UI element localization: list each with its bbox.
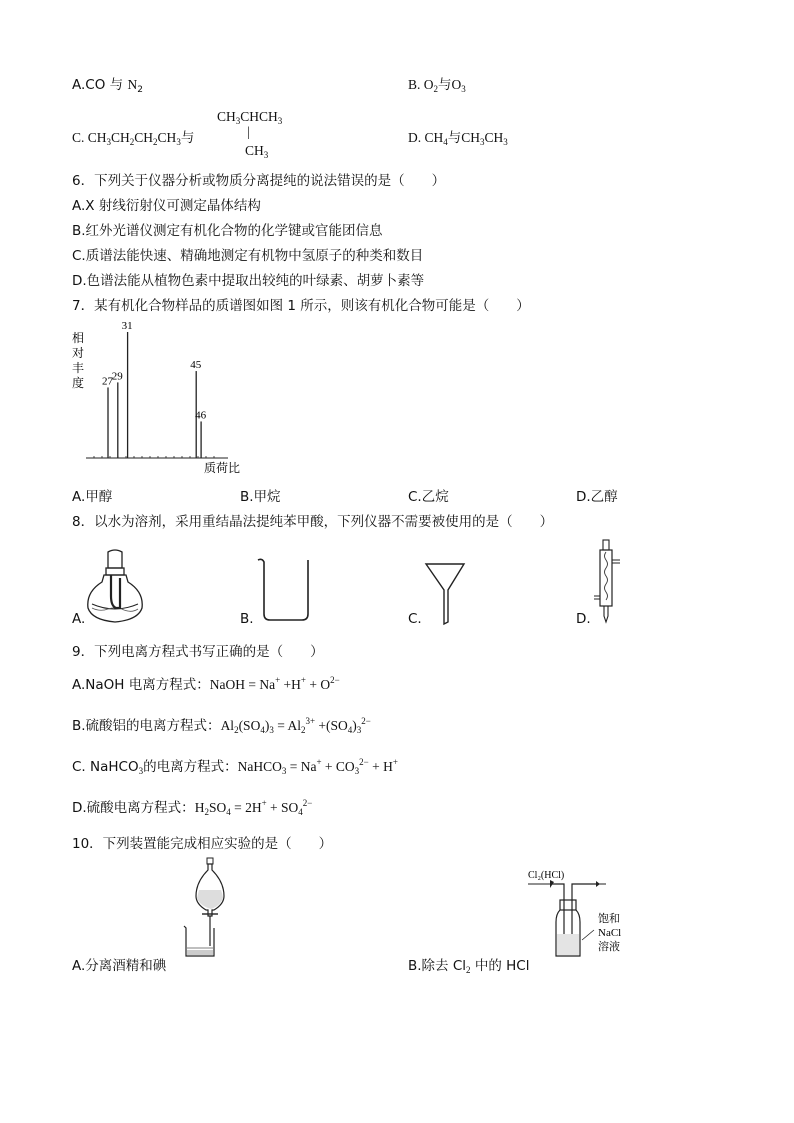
chart-ylabel-char: 相 [72,331,85,345]
q8-option-d: D. [576,611,591,627]
q6-option-a: A.X 射线衍射仪可测定晶体结构 [72,198,261,214]
solution-label-line3: 溶液 [598,941,620,953]
peak-label-31: 31 [121,320,133,332]
funnel-icon [424,560,466,626]
chart-ylabel-char: 对 [72,346,85,360]
q9-option-b: B.硫酸铝的电离方程式：$Al_2(SO_4)_3 = Al_2^{3+} +(SO_4)_3^{2-}$ [72,716,371,735]
peak-label-46: 46 [195,409,207,422]
q10-stem: 10．下列装置能完成相应实验的是（ ） [72,836,333,852]
q5-option-c-branch-bar: | [247,124,250,139]
peak-label-29: 29 [111,370,123,383]
q6-option-c: C.质谱法能快速、精确地测定有机物中氢原子的种类和数目 [72,248,424,264]
q5-option-c-branch-top: $CH_3CHCH_3$ [217,109,283,126]
q5-option-c: C. $CH_3CH_2CH_2CH_3$与 [72,130,195,147]
beaker-icon [256,556,314,624]
q5-option-a: A.CO 与 $N_2$ [72,77,143,95]
q7-option-c: C.乙烷 [408,489,449,505]
solution-label-line1: 饱和 [598,913,620,925]
q6-option-d: D.色谱法能从植物色素中提取出较纯的叶绿素、胡萝卜素等 [72,273,425,289]
q9-option-d: D.硫酸电离方程式：$H_2SO_4 = 2H^+ + SO_4^{2-}$ [72,798,313,817]
condenser-icon [590,538,626,626]
q8-stem: 8．以水为溶剂，采用重结晶法提纯苯甲酸，下列仪器不需要被使用的是（ ） [72,514,554,530]
q9-stem: 9．下列电离方程式书写正确的是（ ） [72,644,324,660]
gas-washing-bottle-apparatus [526,866,636,966]
separatory-funnel-apparatus [180,856,240,964]
alcohol-lamp-icon [80,548,150,628]
peak-label-27: 27 [102,375,113,388]
gas-label: Cl₂(HCl) [528,870,565,881]
q8-option-b: B. [240,611,254,627]
q5-option-c-branch-bottom: $CH_3$ [245,143,269,160]
chart-ylabel [72,330,84,390]
q5-option-b: B. $O_2$与$O_3$ [408,77,466,94]
chart-ylabel-char: 度 [72,376,85,390]
q7-option-b: B.甲烷 [240,489,281,505]
q10-option-a: A.分离酒精和碘 [72,958,167,974]
q10-option-b: B.除去 $Cl_2$ 中的 HCl [408,958,530,975]
solution-label-line2: NaCl [598,927,622,939]
q8-option-c: C. [408,611,422,627]
q7-stem: 7．某有机化合物样品的质谱图如图 1 所示，则该有机化合物可能是（ ） [72,298,530,314]
mass-spectrum-chart [68,318,258,478]
chart-xlabel: 质荷比 [204,461,241,475]
q9-option-a: A.NaOH 电离方程式：NaOH = $Na^+ +H^+ + O^{2-}$ [72,675,340,693]
q7-option-a: A.甲醇 [72,489,113,505]
chart-ylabel-char: 丰 [72,361,85,375]
peak-label-45: 45 [190,359,202,372]
q7-option-d: D.乙醇 [576,489,618,505]
q6-stem: 6．下列关于仪器分析或物质分离提纯的说法错误的是（ ） [72,173,446,189]
q6-option-b: B.红外光谱仪测定有机化合物的化学键或官能团信息 [72,223,383,239]
q8-option-a: A. [72,611,86,627]
q5-option-d: D. $CH_4$与$CH_3CH_3$ [408,130,508,147]
q9-option-c: C. NaHCO$_3$的电离方程式：NaHCO$_3$ = $Na^+ + CO_3^{2-} + H^+$ [72,757,398,776]
